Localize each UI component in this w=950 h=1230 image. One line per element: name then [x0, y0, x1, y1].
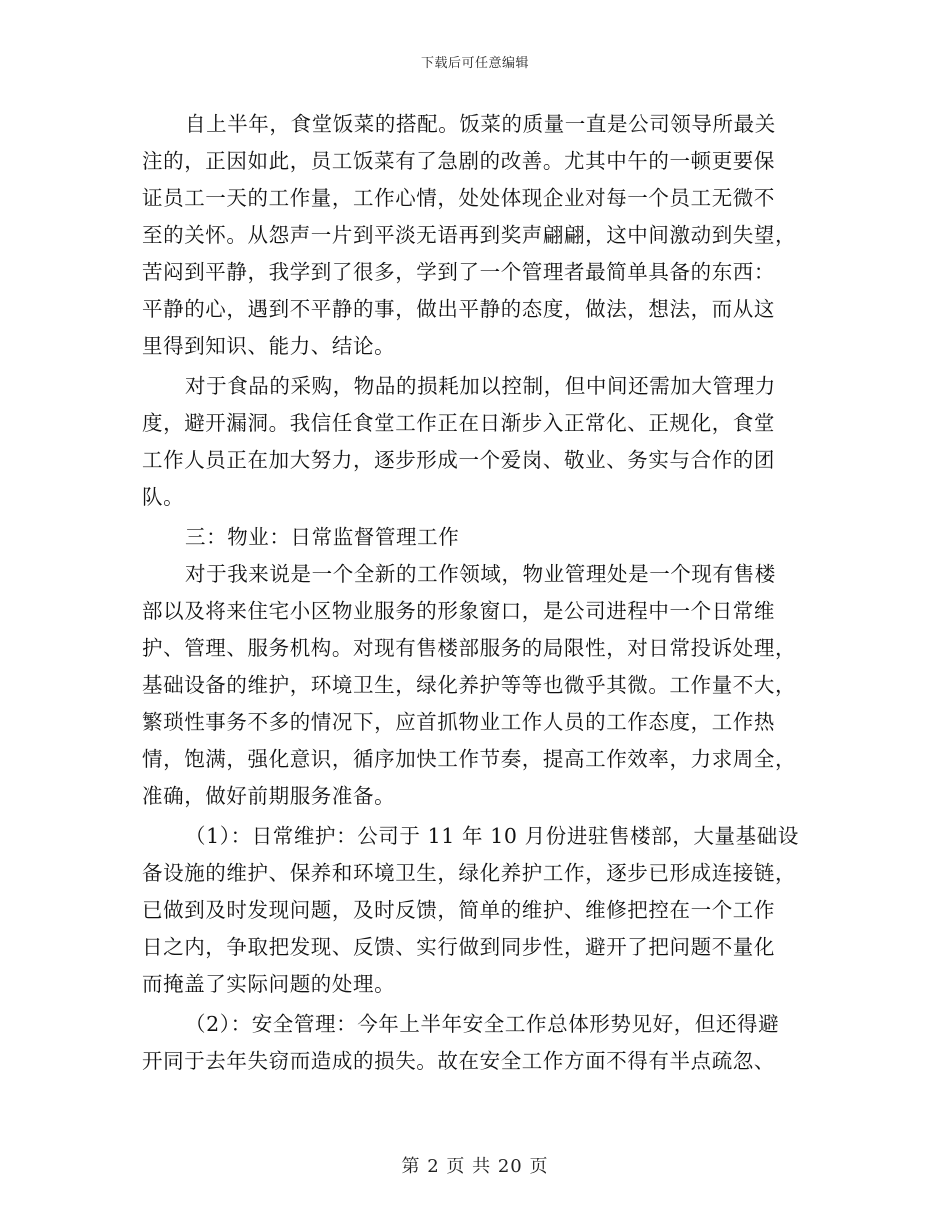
text-line: （2）：安全管理：今年上半年安全工作总体形势见好，但还得避 — [185, 1012, 780, 1036]
text-line: 里得到知识、能力、结论。 — [142, 334, 396, 358]
text-line: 开同于去年失窃而造成的损失。故在安全工作方面不得有半点疏忽、 — [142, 1049, 775, 1073]
text-line: 基础设备的维护，环境卫生，绿化养护等等也微乎其微。工作量不大， — [142, 673, 797, 697]
text-line: 至的关怀。从怨声一片到平淡无语再到奖声翩翩，这中间激动到失望， — [142, 223, 797, 247]
text-line: 部以及将来住宅小区物业服务的形象窗口，是公司进程中一个日常维 — [142, 599, 775, 623]
text-line: 情，饱满，强化意识，循序加快工作节奏，提高工作效率，力求周全， — [142, 747, 797, 771]
text-line: 已做到及时发现问题，及时反馈，简单的维护、维修把控在一个工作 — [142, 898, 775, 922]
text-line: 队。 — [142, 485, 185, 509]
text-line: 度，避开漏洞。我信任食堂工作正在日渐步入正常化、正规化，食堂 — [142, 411, 775, 435]
text-line: 平静的心，遇到不平静的事，做出平静的态度，做法，想法，而从这 — [142, 297, 775, 321]
text-line: 苦闷到平静，我学到了很多，学到了一个管理者最简单具备的东西： — [142, 260, 775, 284]
page-footer: 第 2 页 共 20 页 — [401, 1156, 549, 1177]
text-line: 注的，正因如此，员工饭菜有了急剧的改善。尤其中午的一顿更要保 — [142, 149, 775, 173]
text-line: 证员工一天的工作量，工作心情，处处体现企业对每一个员工无微不 — [142, 186, 775, 210]
text-line: 备设施的维护、保养和环境卫生，绿化养护工作，逐步已形成连接链， — [142, 861, 797, 885]
text-line: 工作人员正在加大努力，逐步形成一个爱岗、敬业、务实与合作的团 — [142, 448, 775, 472]
text-line: 日之内，争取把发现、反馈、实行做到同步性，避开了把问题不量化 — [142, 935, 775, 959]
text-line: 而掩盖了实际问题的处理。 — [142, 972, 396, 996]
text-line: 护、管理、服务机构。对现有售楼部服务的局限性，对日常投诉处理， — [142, 636, 797, 660]
document-body — [142, 106, 810, 1080]
section-heading: 三：物业：日常监督管理工作 — [185, 525, 460, 549]
text-line: 准确，做好前期服务准备。 — [142, 784, 396, 808]
text-line: 繁琐性事务不多的情况下，应首抓物业工作人员的工作态度，工作热 — [142, 710, 775, 734]
text-line: 自上半年，食堂饭菜的搭配。饭菜的质量一直是公司领导所最关 — [185, 112, 776, 136]
page-header: 下载后可任意编辑 — [420, 56, 529, 71]
text-line: 对于食品的采购，物品的损耗加以控制，但中间还需加大管理力 — [185, 374, 776, 398]
text-line: 对于我来说是一个全新的工作领域，物业管理处是一个现有售楼 — [185, 562, 776, 586]
text-line: （1）：日常维护：公司于 11 年 10 月份进驻售楼部，大量基础设 — [185, 824, 799, 848]
